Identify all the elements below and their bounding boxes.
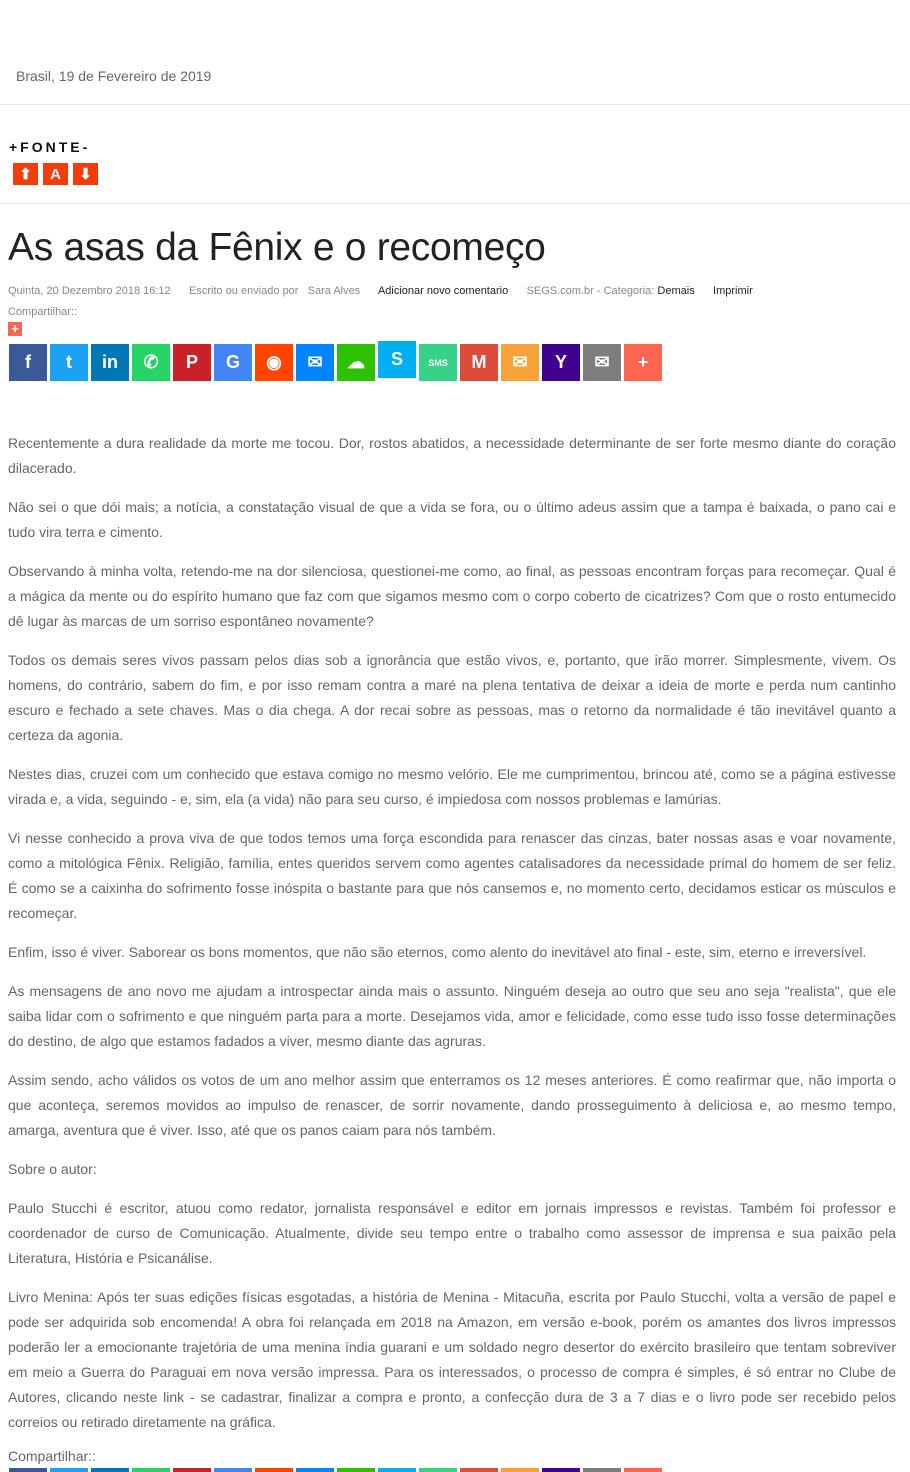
article-paragraph: Não sei o que dói mais; a notícia, a constatação visual de que a vida se fora, ou o último adeus assim que a tampa é baixada, o pano cai e tudo vira terra e cimento. xyxy=(8,499,896,540)
article-meta xyxy=(8,285,753,297)
author-prefix: Escrito ou enviado por xyxy=(189,285,299,297)
gmail-share-button[interactable] xyxy=(460,344,498,381)
more-share-button[interactable] xyxy=(624,344,662,381)
wechat-icon: ☁ xyxy=(347,352,365,372)
sms-share-button-bottom[interactable] xyxy=(419,1468,457,1472)
share-bar xyxy=(9,344,662,381)
category-prefix: SEGS.com.br - Categoria: xyxy=(526,285,655,297)
pinterest-share-button[interactable] xyxy=(173,344,211,381)
article-paragraph: As mensagens de ano novo me ajudam a introspectar ainda mais o assunto. Ninguém deseja ao outro que seu ano seja "realista", que ele saiba lidar com o sofrimento e que ninguém parta para a morte. Desejamos vida, amor e felicidade, como esse tudo isso fosse determinações do destino, de algo que estamos fadados a viver, mesmo diante das agruras. xyxy=(8,983,896,1049)
pinterest-icon: P xyxy=(185,352,198,372)
reddit-icon: ◉ xyxy=(266,352,282,372)
sms-icon: SMS xyxy=(428,357,448,368)
mail-share-button-bottom[interactable] xyxy=(583,1468,621,1472)
header-divider xyxy=(0,104,910,105)
section-divider xyxy=(0,203,910,204)
skype-icon: S xyxy=(390,349,403,369)
article-paragraph: Livro Menina: Após ter suas edições físicas esgotadas, a história de Menina - Mitacuña, escrita por Paulo Stucchi, volta a versão de papel e pode ser adquirida sob encomenda! A obra foi relançada em 2018 na Amazon, em versão e-book, porém os amantes dos livros impressos poderão ler a emocionante trajetória de uma menina índia guarani e um soldado negro desertor do exército brasileiro que tentam sobreviver em meio a Guerra do Paraguai em nova versão impressa. Para os interessados, o processo de compra é simples, é só entrar no Clube de Autores, clicando neste link - se cadastrar, finalizar a compra e pronto, a confecção dura de 3 a 7 dias e o livro pode ser recebido pelos correios ou retirado diretamente na gráfica. xyxy=(8,1289,896,1430)
add-comment-link[interactable]: Adicionar novo comentario xyxy=(377,285,509,297)
share-label: Compartilhar:: xyxy=(8,306,78,318)
gmail-icon: M xyxy=(471,352,487,372)
print-link[interactable]: Imprimir xyxy=(713,285,753,297)
whatsapp-share-button-bottom[interactable] xyxy=(132,1468,170,1472)
yahoo-share-button[interactable] xyxy=(542,344,580,381)
font-increase-button[interactable]: ⬆ xyxy=(13,163,38,185)
google-share-button[interactable] xyxy=(214,344,252,381)
article-paragraph: Enfim, isso é viver. Saborear os bons momentos, que não são eternos, como alento do inevitável ato final - este, sim, eterno e irreversível. xyxy=(8,944,867,960)
messenger-icon: ✉ xyxy=(307,352,323,372)
wechat-share-button-bottom[interactable] xyxy=(337,1468,375,1472)
more-icon: + xyxy=(637,352,649,372)
font-reset-button[interactable]: A xyxy=(43,163,68,185)
wechat-share-button[interactable] xyxy=(337,344,375,381)
mail-share-button[interactable] xyxy=(583,344,621,381)
whatsapp-icon: ✆ xyxy=(143,352,159,372)
whatsapp-share-button[interactable] xyxy=(132,344,170,381)
article-paragraph: Todos os demais seres vivos passam pelos dias sob a ignorância que estão vivos, e, portanto, que irão morrer. Simplesmente, vivem. Os homens, do contrário, sabem do fim, e por isso remam contra a maré na plena tentativa de deixar a ideia de morte e perda num cantinho escuro e fechado a sete chaves. Mas o dia chega. A dor recai sobre as pessoas, mas o retorno da normalidade é tão inevitável quanto a certeza da agonia. xyxy=(8,652,896,743)
article-date: Quinta, 20 Dezembro 2018 16:12 xyxy=(8,285,171,297)
share-bar-bottom xyxy=(9,1468,662,1472)
font-size-label: +FONTE- xyxy=(9,139,91,155)
sms-share-button[interactable] xyxy=(419,344,457,381)
email-icon: ✉ xyxy=(512,352,528,372)
messenger-share-button[interactable] xyxy=(296,344,334,381)
linkedin-icon: in xyxy=(102,352,118,372)
twitter-share-button-bottom[interactable] xyxy=(50,1468,88,1472)
article-paragraph: Observando à minha volta, retendo-me na dor silenciosa, questionei-me como, ao final, as pessoas encontram forças para recomeçar. Qual é a mágica da mente ou do espírito humano que faz com que sigamos mesmo com o corpo coberto de cicatrizes? Com que o rosto entumecido dê lugar às marcas de um sorriso espontâneo novamente? xyxy=(8,563,896,629)
gmail-share-button-bottom[interactable] xyxy=(460,1468,498,1472)
google-icon: G xyxy=(225,352,240,372)
yahoo-share-button-bottom[interactable] xyxy=(542,1468,580,1472)
twitter-share-button[interactable] xyxy=(50,344,88,381)
facebook-share-button-bottom[interactable] xyxy=(9,1468,47,1472)
article-paragraph: Assim sendo, acho válidos os votos de um ano melhor assim que enterramos os 12 meses anteriores. É como reafirmar que, não importa o que aconteça, seremos movidos ao impulso de renascer, de sorrir novamente, dando prosseguimento à deliciosa e, ao mesmo tempo, amarga, aventura que é viver. Isso, até que os panos caiam para nós também. xyxy=(8,1072,896,1138)
header-date: Brasil, 19 de Fevereiro de 2019 xyxy=(16,68,212,84)
pinterest-share-button-bottom[interactable] xyxy=(173,1468,211,1472)
linkedin-share-button[interactable] xyxy=(91,344,129,381)
facebook-icon: f xyxy=(25,352,31,372)
email-share-button[interactable] xyxy=(501,344,539,381)
more-share-button-bottom[interactable] xyxy=(624,1468,662,1472)
share-bottom-label: Compartilhar:: xyxy=(8,1448,96,1464)
linkedin-share-button-bottom[interactable] xyxy=(91,1468,129,1472)
article-paragraph: Paulo Stucchi é escritor, atuou como redator, jornalista responsável e editor em jornais impressos e revistas. Também foi professor e coordenador de curso de Comunicação. Atualmente, divide seu tempo entre o trabalho como assessor de imprensa e sua paixão pela Literatura, História e Psicanálise. xyxy=(8,1200,896,1266)
twitter-icon: t xyxy=(66,352,72,372)
article-body xyxy=(8,431,896,1449)
article-title: As asas da Fênix e o recomeço xyxy=(8,226,546,269)
share-expand-button[interactable]: + xyxy=(8,322,22,336)
mail-icon: ✉ xyxy=(594,352,610,372)
messenger-share-button-bottom[interactable] xyxy=(296,1468,334,1472)
email-share-button-bottom[interactable] xyxy=(501,1468,539,1472)
font-decrease-button[interactable]: ⬇ xyxy=(73,163,98,185)
skype-share-button[interactable] xyxy=(378,341,416,378)
skype-share-button-bottom[interactable] xyxy=(378,1468,416,1472)
facebook-share-button[interactable] xyxy=(9,344,47,381)
google-share-button-bottom[interactable] xyxy=(214,1468,252,1472)
category-link[interactable]: Demais xyxy=(657,285,695,297)
author-name: Sara Alves xyxy=(307,285,361,297)
article-paragraph: Sobre o autor: xyxy=(8,1161,97,1177)
article-paragraph: Vi nesse conhecido a prova viva de que todos temos uma força escondida para renascer das cinzas, bater nossas asas e voar novamente, como a mitológica Fênix. Religião, família, entes queridos servem como agentes catalisadores da necessidade primal do homem de ser feliz. É como se a caixinha do sofrimento fosse inóspita o bastante para que nós cansemos e, no momento certo, decidamos esticar os músculos e recomeçar. xyxy=(8,830,896,921)
reddit-share-button-bottom[interactable] xyxy=(255,1468,293,1472)
yahoo-icon: Y xyxy=(554,352,567,372)
reddit-share-button[interactable] xyxy=(255,344,293,381)
article-paragraph: Recentemente a dura realidade da morte me tocou. Dor, rostos abatidos, a necessidade determinante de ser forte mesmo diante do coração dilacerado. xyxy=(8,435,896,476)
font-size-controls xyxy=(13,163,98,185)
article-paragraph: Nestes dias, cruzei com um conhecido que estava comigo no mesmo velório. Ele me cumprimentou, brincou até, como se a página estivesse virada e, a vida, seguindo - e, sim, ela (a vida) não para seu curso, é impiedosa com nossos problemas e lamúrias. xyxy=(8,766,896,807)
